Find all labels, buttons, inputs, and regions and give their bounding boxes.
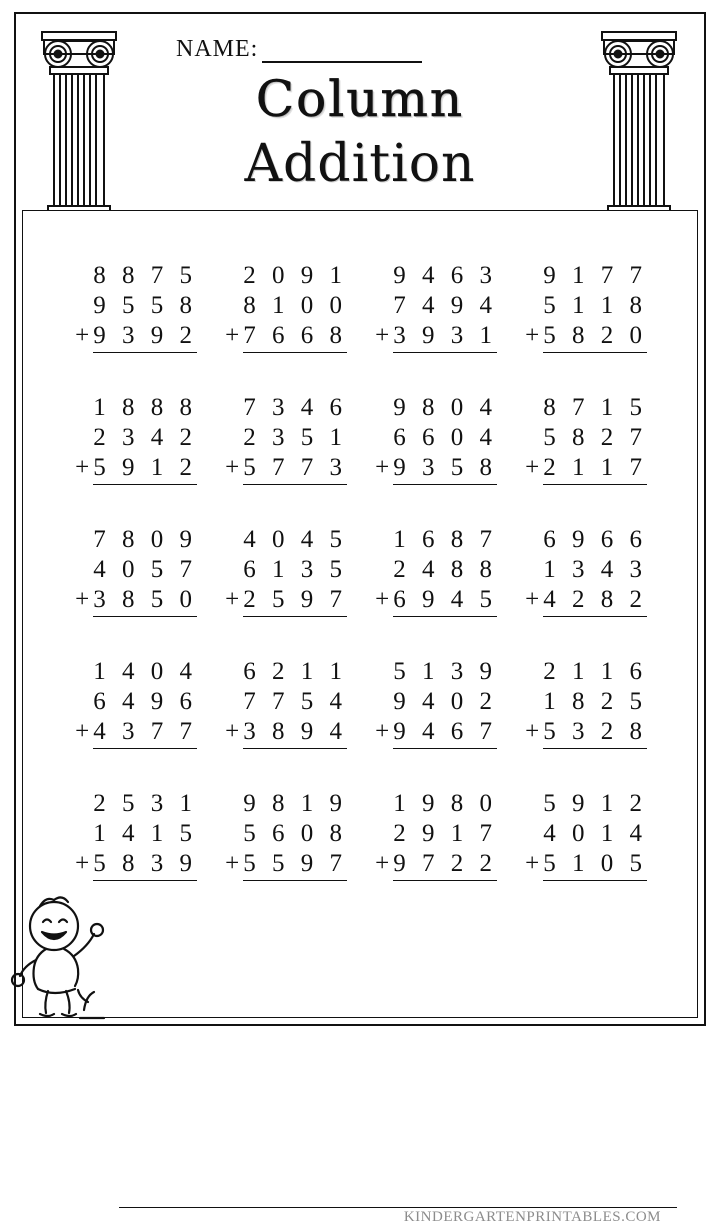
addend-3-row [375,321,497,353]
addend-3: 4 2 8 2 [543,585,647,617]
problems-grid [65,261,665,921]
addend-1: 9 8 1 9 [243,790,347,817]
plus-icon: + [75,850,90,877]
addend-1: 2 1 1 6 [543,658,647,685]
addend-2: 7 7 5 4 [243,688,347,715]
problem-item [515,657,665,789]
addend-2: 1 3 4 3 [543,556,647,583]
plus-icon: + [225,586,240,613]
addend-3: 9 4 6 7 [393,717,497,749]
addend-2: 8 1 0 0 [243,292,347,319]
plus-icon: + [225,454,240,481]
addend-2: 9 5 5 8 [93,292,197,319]
problem-item [515,261,665,393]
addend-2: 2 3 4 2 [93,424,197,451]
problem-item [365,261,515,393]
addend-3-row [525,849,647,881]
name-blank-line[interactable] [262,41,422,63]
addend-2: 9 4 0 2 [393,688,497,715]
site-credit: KINDERGARTENPRINTABLES.COM [403,1209,661,1225]
addend-2: 1 4 1 5 [93,820,197,847]
addend-3-row [525,717,647,749]
addend-3-row [75,585,197,617]
problem-item [365,525,515,657]
addend-1: 5 1 3 9 [393,658,497,685]
addend-3-row [75,849,197,881]
plus-icon: + [375,454,390,481]
plus-icon: + [375,718,390,745]
addend-3-row [525,585,647,617]
addend-3-row [225,849,347,881]
addend-1: 1 9 8 0 [393,790,497,817]
addend-3-row [375,849,497,881]
addend-2: 6 4 9 6 [93,688,197,715]
addend-1: 9 8 0 4 [393,394,497,421]
problem-item [65,393,215,525]
addend-1: 1 4 0 4 [93,658,197,685]
addend-3-row [75,321,197,353]
plus-icon: + [375,850,390,877]
problem-item [215,261,365,393]
problem-item [65,261,215,393]
addend-3: 9 3 9 2 [93,321,197,353]
addend-2: 2 9 1 7 [393,820,497,847]
addend-3: 5 7 7 3 [243,453,347,485]
addend-2: 2 3 5 1 [243,424,347,451]
problem-item [365,657,515,789]
addend-1: 2 0 9 1 [243,262,347,289]
addend-2: 6 1 3 5 [243,556,347,583]
plus-icon: + [525,586,540,613]
addend-3: 3 8 9 4 [243,717,347,749]
addend-2: 6 6 0 4 [393,424,497,451]
addend-2: 5 6 0 8 [243,820,347,847]
addend-3: 9 3 5 8 [393,453,497,485]
addend-2: 4 0 1 4 [543,820,647,847]
worksheet-header [16,14,704,210]
problem-item [215,789,365,921]
plus-icon: + [375,586,390,613]
addend-1: 1 8 8 8 [93,394,197,421]
problem-item [215,525,365,657]
plus-icon: + [525,850,540,877]
addend-1: 7 3 4 6 [243,394,347,421]
addend-1: 8 8 7 5 [93,262,197,289]
problems-frame [22,210,698,1225]
addend-1: 6 9 6 6 [543,526,647,553]
addend-3-row [75,453,197,485]
problem-item [65,525,215,657]
addend-3-row [225,717,347,749]
addend-3: 5 9 1 2 [93,453,197,485]
problem-item [65,657,215,789]
name-field[interactable] [176,36,422,63]
addend-3: 5 5 9 7 [243,849,347,881]
addend-3: 2 5 9 7 [243,585,347,617]
addend-2: 4 0 5 7 [93,556,197,583]
plus-icon: + [225,850,240,877]
addend-3: 5 3 2 8 [543,717,647,749]
page-title-line1: Column [255,70,465,128]
addend-1: 5 9 1 2 [543,790,647,817]
addend-3: 7 6 6 8 [243,321,347,353]
problem-item [515,393,665,525]
plus-icon: + [525,718,540,745]
plus-icon: + [525,454,540,481]
addend-3: 5 8 3 9 [93,849,197,881]
addend-3: 5 8 2 0 [543,321,647,353]
addend-2: 5 8 2 7 [543,424,647,451]
addend-1: 8 7 1 5 [543,394,647,421]
addend-3: 3 9 3 1 [393,321,497,353]
addend-3-row [525,453,647,485]
problem-item [215,393,365,525]
addend-1: 2 5 3 1 [93,790,197,817]
addend-3-row [525,321,647,353]
addend-2: 5 1 1 8 [543,292,647,319]
plus-icon: + [75,586,90,613]
plus-icon: + [525,322,540,349]
problem-item [365,789,515,921]
problem-item [215,657,365,789]
plus-icon: + [75,454,90,481]
addend-3-row [225,453,347,485]
page-title-line2: Addition [244,134,476,194]
addend-1: 1 6 8 7 [393,526,497,553]
plus-icon: + [75,718,90,745]
plus-icon: + [225,322,240,349]
addend-3: 3 8 5 0 [93,585,197,617]
addend-3: 9 7 2 2 [393,849,497,881]
addend-3: 6 9 4 5 [393,585,497,617]
addend-3-row [375,585,497,617]
plus-icon: + [375,322,390,349]
plus-icon: + [75,322,90,349]
problem-item [515,525,665,657]
addend-1: 6 2 1 1 [243,658,347,685]
plus-icon: + [225,718,240,745]
addend-3-row [375,453,497,485]
addend-3-row [225,321,347,353]
problem-item [515,789,665,921]
addend-3: 2 1 1 7 [543,453,647,485]
addend-1: 9 4 6 3 [393,262,497,289]
addend-1: 4 0 4 5 [243,526,347,553]
addend-1: 7 8 0 9 [93,526,197,553]
cartoon-kid-icon [10,890,120,1020]
addend-3-row [225,585,347,617]
addend-3: 5 1 0 5 [543,849,647,881]
name-label: NAME: [176,36,259,62]
addend-2: 7 4 9 4 [393,292,497,319]
addend-3-row [75,717,197,749]
problem-item [365,393,515,525]
addend-2: 2 4 8 8 [393,556,497,583]
footer-divider [119,1207,677,1208]
addend-1: 9 1 7 7 [543,262,647,289]
addend-2: 1 8 2 5 [543,688,647,715]
addend-3: 4 3 7 7 [93,717,197,749]
addend-3-row [375,717,497,749]
